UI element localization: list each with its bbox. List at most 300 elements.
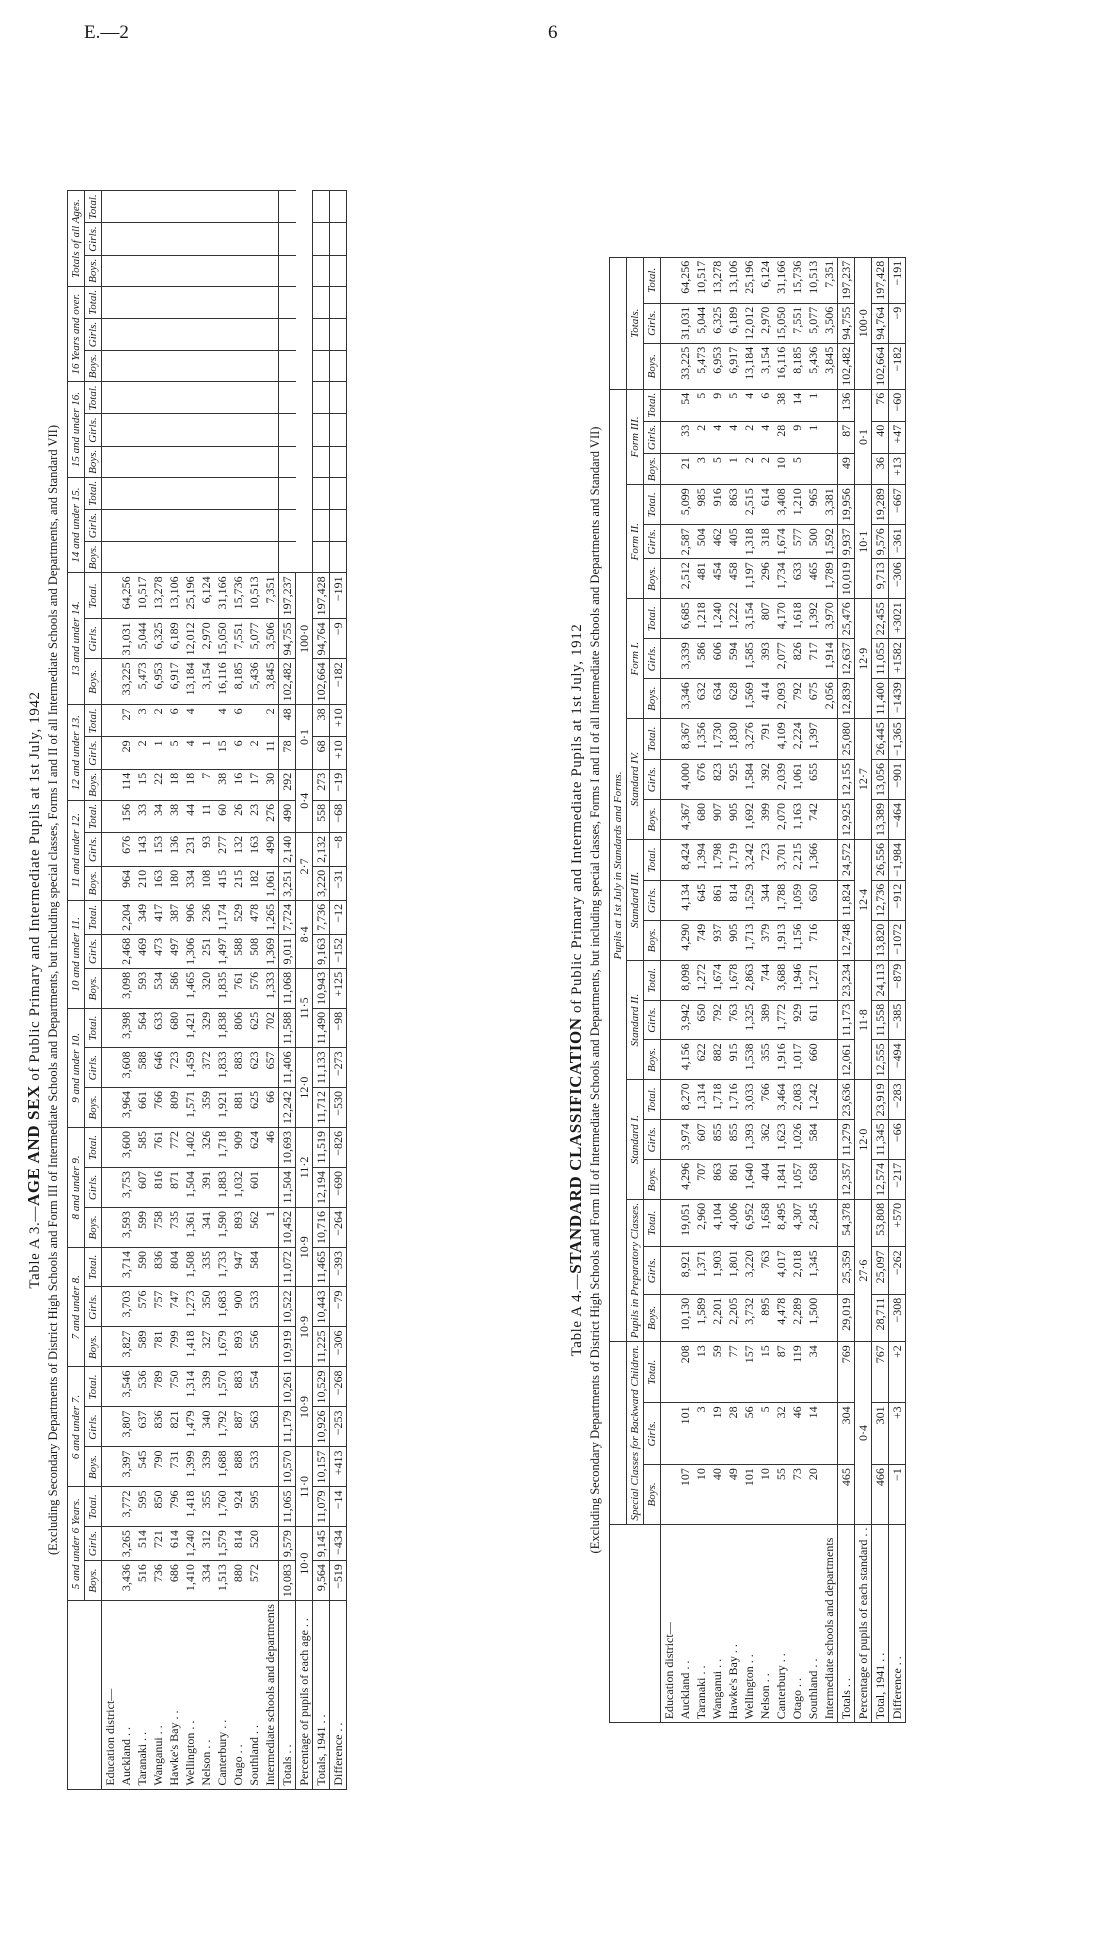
table-cell: 2,512 xyxy=(677,559,693,599)
table-cell: 536 xyxy=(134,1367,150,1407)
table-cell: 1,946 xyxy=(789,960,805,1000)
table-cell: 251 xyxy=(198,934,214,968)
table-cell: −182 xyxy=(889,343,906,389)
table-cell: 9,145 xyxy=(313,1527,330,1561)
table-cell: 3,546 xyxy=(118,1367,134,1407)
table-cell xyxy=(313,414,330,446)
table-cell xyxy=(166,446,182,477)
table-cell xyxy=(262,286,279,318)
sub-header: Girls. xyxy=(85,223,102,255)
table-cell xyxy=(198,414,214,446)
table-cell: 1,393 xyxy=(741,1120,757,1160)
table-cell: 490 xyxy=(279,800,296,832)
table-cell: 804 xyxy=(166,1247,182,1287)
table-cell: 1,835 xyxy=(214,968,230,1008)
table-cell: 12,925 xyxy=(838,800,855,840)
table-cell: 11,400 xyxy=(872,679,889,719)
percentage-cell: 11·0 xyxy=(296,1447,313,1527)
table-cell: 863 xyxy=(725,485,741,525)
table-cell: 2,468 xyxy=(118,934,134,968)
super-header: Pupils at 1st July in Standards and Forms. xyxy=(610,389,627,1341)
percentage-cell: 8·4 xyxy=(296,900,313,968)
sub-header: Total. xyxy=(85,286,102,318)
table-cell: 1,623 xyxy=(773,1120,789,1160)
table-cell: 334 xyxy=(182,866,198,900)
table-cell: 102,664 xyxy=(872,343,889,389)
table-cell: 915 xyxy=(725,1040,741,1080)
table-cell: 11,345 xyxy=(872,1120,889,1160)
table-cell: 4,017 xyxy=(773,1247,789,1294)
table-cell: 3,408 xyxy=(773,485,789,525)
row-label: Percentage of pupils of each age . . xyxy=(296,1601,313,1790)
table-cell: 13,184 xyxy=(182,659,198,705)
table-cell: 9,713 xyxy=(872,559,889,599)
table-cell: 2 xyxy=(150,705,166,737)
table-cell: 809 xyxy=(166,1087,182,1127)
table-cell xyxy=(661,719,678,760)
table-cell: 5,473 xyxy=(693,343,709,389)
table-cell: 6,917 xyxy=(166,659,182,705)
table-cell: 1,658 xyxy=(757,1199,773,1246)
table-cell xyxy=(182,542,198,573)
table-row xyxy=(773,257,789,1723)
table-cell: 763 xyxy=(757,1247,773,1294)
table-row xyxy=(757,257,773,1723)
table-cell: 8,185 xyxy=(789,343,805,389)
table-cell: 905 xyxy=(725,920,741,960)
table-cell xyxy=(182,446,198,477)
row-label: Auckland . . xyxy=(677,1524,693,1723)
table-cell: 887 xyxy=(230,1407,246,1447)
sub-header: Total. xyxy=(644,485,661,525)
table-cell: 1,479 xyxy=(182,1407,198,1447)
sub-header: Boys. xyxy=(644,1294,661,1341)
table-cell: 25,097 xyxy=(872,1247,889,1294)
table-cell xyxy=(661,303,678,343)
table-row xyxy=(246,191,262,1789)
table-cell xyxy=(102,1127,119,1167)
table-cell xyxy=(102,737,119,769)
table-cell: 657 xyxy=(262,1048,279,1088)
table-cell: 637 xyxy=(134,1407,150,1447)
table-cell: 10,943 xyxy=(313,968,330,1008)
table-cell: 742 xyxy=(805,800,821,840)
table-cell: 10 xyxy=(773,454,789,485)
row-label: Taranaki . . xyxy=(134,1601,150,1790)
table-cell: 2 xyxy=(757,454,773,485)
table-cell xyxy=(230,223,246,255)
table-cell: +3 xyxy=(889,1403,906,1465)
table-row xyxy=(262,191,279,1789)
table-cell: 1,392 xyxy=(805,599,821,639)
table-cell xyxy=(214,414,230,446)
table-cell: 38 xyxy=(166,800,182,832)
table-cell: −12 xyxy=(330,900,347,934)
table-cell: 947 xyxy=(230,1247,246,1287)
table-cell: −262 xyxy=(889,1247,906,1294)
table-cell xyxy=(198,382,214,414)
group-header: 15 and under 16. xyxy=(68,382,85,478)
table-cell: 102,664 xyxy=(313,659,330,705)
table-cell: 23,919 xyxy=(872,1080,889,1120)
table-cell: 19,051 xyxy=(677,1199,693,1246)
table-cell: 355 xyxy=(757,1040,773,1080)
table-cell: 12,736 xyxy=(872,880,889,920)
table-cell: 646 xyxy=(150,1048,166,1088)
table-cell: 32 xyxy=(773,1403,789,1465)
table-cell: 655 xyxy=(805,760,821,800)
table-cell: +570 xyxy=(889,1199,906,1246)
table-cell xyxy=(118,414,134,446)
table-cell: 22,455 xyxy=(872,599,889,639)
sub-header: Total. xyxy=(85,1247,102,1287)
percentage-cell: 0·4 xyxy=(855,1342,872,1524)
table-cell: 1,683 xyxy=(214,1287,230,1327)
table-cell xyxy=(661,960,678,1000)
sub-header: Boys. xyxy=(85,351,102,382)
table-cell: 4,000 xyxy=(677,760,693,800)
table-cell: 2,215 xyxy=(789,840,805,881)
row-label: Intermediate schools and departments xyxy=(821,1524,838,1723)
table-cell: 2,140 xyxy=(279,832,296,866)
table-cell xyxy=(246,446,262,477)
table-cell xyxy=(279,286,296,318)
table-cell xyxy=(661,1040,678,1080)
table-cell: 34 xyxy=(805,1342,821,1403)
table-cell: 3,807 xyxy=(118,1407,134,1447)
table-cell: 3,845 xyxy=(262,659,279,705)
table-cell: −667 xyxy=(889,485,906,525)
table-cell: 2,070 xyxy=(773,800,789,840)
table-cell: −68 xyxy=(330,800,347,832)
table-cell xyxy=(821,1465,838,1525)
table-cell xyxy=(821,1403,838,1465)
table-cell: 4,156 xyxy=(677,1040,693,1080)
table-cell: 25,080 xyxy=(838,719,855,760)
table-cell: 1,592 xyxy=(821,525,838,559)
group-header: Standard IV. xyxy=(627,719,644,840)
table-cell: 3,732 xyxy=(741,1294,757,1341)
table-cell: 2 xyxy=(262,705,279,737)
row-label: Total, 1941 . . xyxy=(872,1524,889,1723)
table-cell: 625 xyxy=(246,1087,262,1127)
table-cell: 4 xyxy=(182,705,198,737)
row-label: Southland . . xyxy=(805,1524,821,1723)
table-cell: 584 xyxy=(805,1120,821,1160)
table-cell: 533 xyxy=(246,1447,262,1487)
table-cell: 12,574 xyxy=(872,1159,889,1199)
table-cell: 1,272 xyxy=(693,960,709,1000)
table-cell: 4,290 xyxy=(677,920,693,960)
table-cell: 9,937 xyxy=(838,525,855,559)
table-cell: 6,952 xyxy=(741,1199,757,1246)
table-cell: 1,418 xyxy=(182,1327,198,1367)
table-cell xyxy=(166,223,182,255)
table-cell: 49 xyxy=(838,454,855,485)
table-row xyxy=(134,191,150,1789)
table-cell xyxy=(246,542,262,573)
table-cell: 1,903 xyxy=(709,1247,725,1294)
table-cell: −306 xyxy=(330,1327,347,1367)
table-cell xyxy=(821,800,838,840)
table-cell xyxy=(661,1120,678,1160)
table-cell: 2,289 xyxy=(789,1294,805,1341)
table-cell: 157 xyxy=(741,1342,757,1403)
table-cell xyxy=(182,318,198,350)
table-cell: 28,711 xyxy=(872,1294,889,1341)
table-cell xyxy=(198,351,214,382)
table-row xyxy=(150,191,166,1789)
percentage-cell: 12·9 xyxy=(855,599,872,719)
table-cell xyxy=(230,477,246,509)
table-cell xyxy=(150,191,166,223)
table-cell: 504 xyxy=(693,525,709,559)
table-cell xyxy=(166,382,182,414)
table-cell: 2,515 xyxy=(741,485,757,525)
table-cell xyxy=(262,1487,279,1527)
table-cell xyxy=(150,382,166,414)
table-cell: 1 xyxy=(725,454,741,485)
table-cell: 680 xyxy=(166,1008,182,1048)
percentage-cell: 0·1 xyxy=(296,705,313,769)
table-cell: 465 xyxy=(838,1465,855,1525)
group-header: 7 and under 8. xyxy=(68,1247,85,1367)
table-cell: 1,265 xyxy=(262,900,279,934)
table-cell xyxy=(118,477,134,509)
table-cell xyxy=(661,1294,678,1341)
table-cell xyxy=(182,255,198,286)
table-cell: 1,679 xyxy=(214,1327,230,1367)
table-cell: 10,529 xyxy=(313,1367,330,1407)
table-cell: 46 xyxy=(789,1403,805,1465)
table-cell: 3,154 xyxy=(741,599,757,639)
table-cell: 38 xyxy=(773,389,789,421)
table-cell: 31,166 xyxy=(773,257,789,303)
sub-header: Boys. xyxy=(85,1327,102,1367)
table-cell: 606 xyxy=(709,639,725,679)
table-cell: 1,692 xyxy=(741,800,757,840)
table-cell: 614 xyxy=(757,485,773,525)
table-cell: 1,318 xyxy=(741,525,757,559)
group-header: 11 and under 12. xyxy=(68,800,85,900)
table-cell: 60 xyxy=(214,800,230,832)
row-label: Difference . . xyxy=(330,1601,347,1790)
sub-header: Girls. xyxy=(644,303,661,343)
table-cell: 893 xyxy=(230,1327,246,1367)
table-cell: 11,824 xyxy=(838,880,855,920)
table-cell xyxy=(661,1247,678,1294)
table-cell: 821 xyxy=(166,1407,182,1447)
table-cell xyxy=(246,191,262,223)
table-cell: 1,240 xyxy=(182,1527,198,1561)
group-header: Form II. xyxy=(627,485,644,599)
table-cell xyxy=(313,509,330,541)
table-cell xyxy=(279,255,296,286)
table-cell: 11 xyxy=(198,800,214,832)
table-cell: 5,436 xyxy=(805,343,821,389)
table-cell xyxy=(102,223,119,255)
table-cell: 163 xyxy=(150,866,166,900)
row-label: Difference . . xyxy=(889,1524,906,1723)
table-cell xyxy=(262,255,279,286)
table-cell: 102,482 xyxy=(838,343,855,389)
table-cell: 236 xyxy=(198,900,214,934)
table-cell: 3,242 xyxy=(741,840,757,881)
table-cell: 3,251 xyxy=(279,866,296,900)
table-cell: 6,325 xyxy=(150,619,166,659)
table-cell xyxy=(102,255,119,286)
table-cell: 9,579 xyxy=(279,1527,296,1561)
table-cell: 2,845 xyxy=(805,1199,821,1246)
table-cell: 814 xyxy=(230,1527,246,1561)
table-cell: 1,174 xyxy=(214,900,230,934)
table-cell: 12,012 xyxy=(741,303,757,343)
table-cell: 799 xyxy=(166,1327,182,1367)
table-cell: 28 xyxy=(725,1403,741,1465)
table-cell: 929 xyxy=(789,1000,805,1040)
table-cell: 1,325 xyxy=(741,1000,757,1040)
table-cell xyxy=(102,769,119,800)
table-cell: 458 xyxy=(725,559,741,599)
table-cell: 588 xyxy=(134,1048,150,1088)
table-row xyxy=(198,191,214,1789)
table-cell: −361 xyxy=(889,525,906,559)
totals-row xyxy=(279,191,296,1789)
table-cell: 4,104 xyxy=(709,1199,725,1246)
table-cell: 10,693 xyxy=(279,1127,296,1167)
table-cell: +10 xyxy=(330,705,347,737)
table-cell: 534 xyxy=(150,968,166,1008)
table-cell: 11 xyxy=(262,737,279,769)
table-row xyxy=(677,257,693,1723)
table-cell: 2,970 xyxy=(757,303,773,343)
header-cell xyxy=(610,257,627,389)
sub-header: Girls. xyxy=(85,1048,102,1088)
table-row xyxy=(118,191,134,1789)
table-cell: 893 xyxy=(230,1207,246,1247)
row-label: Education district— xyxy=(102,1601,119,1790)
table-cell xyxy=(198,446,214,477)
table-cell xyxy=(134,255,150,286)
table-cell: 33 xyxy=(677,421,693,453)
row-label: Wellington . . xyxy=(741,1524,757,1723)
table-cell: 2,077 xyxy=(773,639,789,679)
table-cell xyxy=(230,509,246,541)
table-row xyxy=(182,191,198,1789)
table-cell: 6 xyxy=(230,737,246,769)
table-cell: 94,755 xyxy=(279,619,296,659)
table-cell: 1,733 xyxy=(214,1247,230,1287)
table-cell xyxy=(150,414,166,446)
table-cell: 6,124 xyxy=(198,573,214,619)
table-cell: 8,424 xyxy=(677,840,693,881)
table-cell xyxy=(246,286,262,318)
table-cell: 11,079 xyxy=(313,1487,330,1527)
table-cell xyxy=(198,223,214,255)
table-cell: +13 xyxy=(889,454,906,485)
table-cell: 7,351 xyxy=(821,257,838,303)
totals_1941-row xyxy=(313,191,330,1789)
table-cell: 18 xyxy=(182,769,198,800)
table-cell xyxy=(198,191,214,223)
table-cell: 12,839 xyxy=(838,679,855,719)
table-cell xyxy=(102,1527,119,1561)
table-cell: 469 xyxy=(134,934,150,968)
table-cell: 1,734 xyxy=(773,559,789,599)
table-cell xyxy=(102,900,119,934)
table-cell xyxy=(661,1403,678,1465)
table-cell: 3 xyxy=(693,454,709,485)
sub-header: Boys. xyxy=(85,446,102,477)
table-cell xyxy=(182,477,198,509)
table-cell: −8 xyxy=(330,832,347,866)
percentage-cell: 10·9 xyxy=(296,1287,313,1367)
table-cell: 563 xyxy=(246,1407,262,1447)
table-cell: 716 xyxy=(805,920,821,960)
table-cell: 757 xyxy=(150,1287,166,1327)
table-cell: 1,156 xyxy=(789,920,805,960)
table-cell: 180 xyxy=(166,866,182,900)
table-cell xyxy=(330,318,347,350)
table-cell xyxy=(102,1087,119,1127)
table-cell: −264 xyxy=(330,1207,347,1247)
table-cell: 462 xyxy=(709,525,725,559)
table-cell xyxy=(214,255,230,286)
table-cell: 341 xyxy=(198,1207,214,1247)
table-cell xyxy=(134,414,150,446)
table-cell: 2,970 xyxy=(198,619,214,659)
table-cell: 23,234 xyxy=(838,960,855,1000)
table-cell xyxy=(230,542,246,573)
table-cell: 4,109 xyxy=(773,719,789,760)
table-cell: 736 xyxy=(150,1561,166,1601)
table-cell: 405 xyxy=(725,525,741,559)
table-cell: 8,921 xyxy=(677,1247,693,1294)
table-cell xyxy=(313,477,330,509)
sub-header: Girls. xyxy=(85,1527,102,1561)
table-cell: 7,551 xyxy=(789,303,805,343)
group-header: Standard II. xyxy=(627,960,644,1080)
table-cell xyxy=(230,382,246,414)
table-cell: 588 xyxy=(230,934,246,968)
table-cell: 10,083 xyxy=(279,1561,296,1601)
table-cell: 415 xyxy=(214,866,230,900)
table-cell: −901 xyxy=(889,760,906,800)
totals-row xyxy=(838,257,855,1723)
table-cell: 1,760 xyxy=(214,1487,230,1527)
table-cell: 143 xyxy=(134,832,150,866)
table-cell: 1,833 xyxy=(214,1048,230,1088)
table-cell: 163 xyxy=(246,832,262,866)
table-cell: 661 xyxy=(134,1087,150,1127)
table-cell: 473 xyxy=(150,934,166,968)
table-cell: 77 xyxy=(725,1342,741,1403)
table-cell: 1,197 xyxy=(741,559,757,599)
table-cell: −268 xyxy=(330,1367,347,1407)
table-cell: 344 xyxy=(757,880,773,920)
table-cell: 594 xyxy=(725,639,741,679)
table-cell: 4,478 xyxy=(773,1294,789,1341)
table-cell: 1,584 xyxy=(741,760,757,800)
table-cell: 31,166 xyxy=(214,573,230,619)
percentage-cell: 12·4 xyxy=(855,840,872,961)
table-cell: 607 xyxy=(134,1167,150,1207)
table-cell xyxy=(330,351,347,382)
table-cell: 1,061 xyxy=(789,760,805,800)
sub-header: Boys. xyxy=(85,659,102,705)
table-a4-subtitle: (Excluding Secondary Departments of District High Schools and Form III of Intermediate Schools and Departments, but including special classes, Forms I and II of all Intermediate Schools and Departments and Standard VII) xyxy=(588,426,602,1554)
table-cell: 735 xyxy=(166,1207,182,1247)
